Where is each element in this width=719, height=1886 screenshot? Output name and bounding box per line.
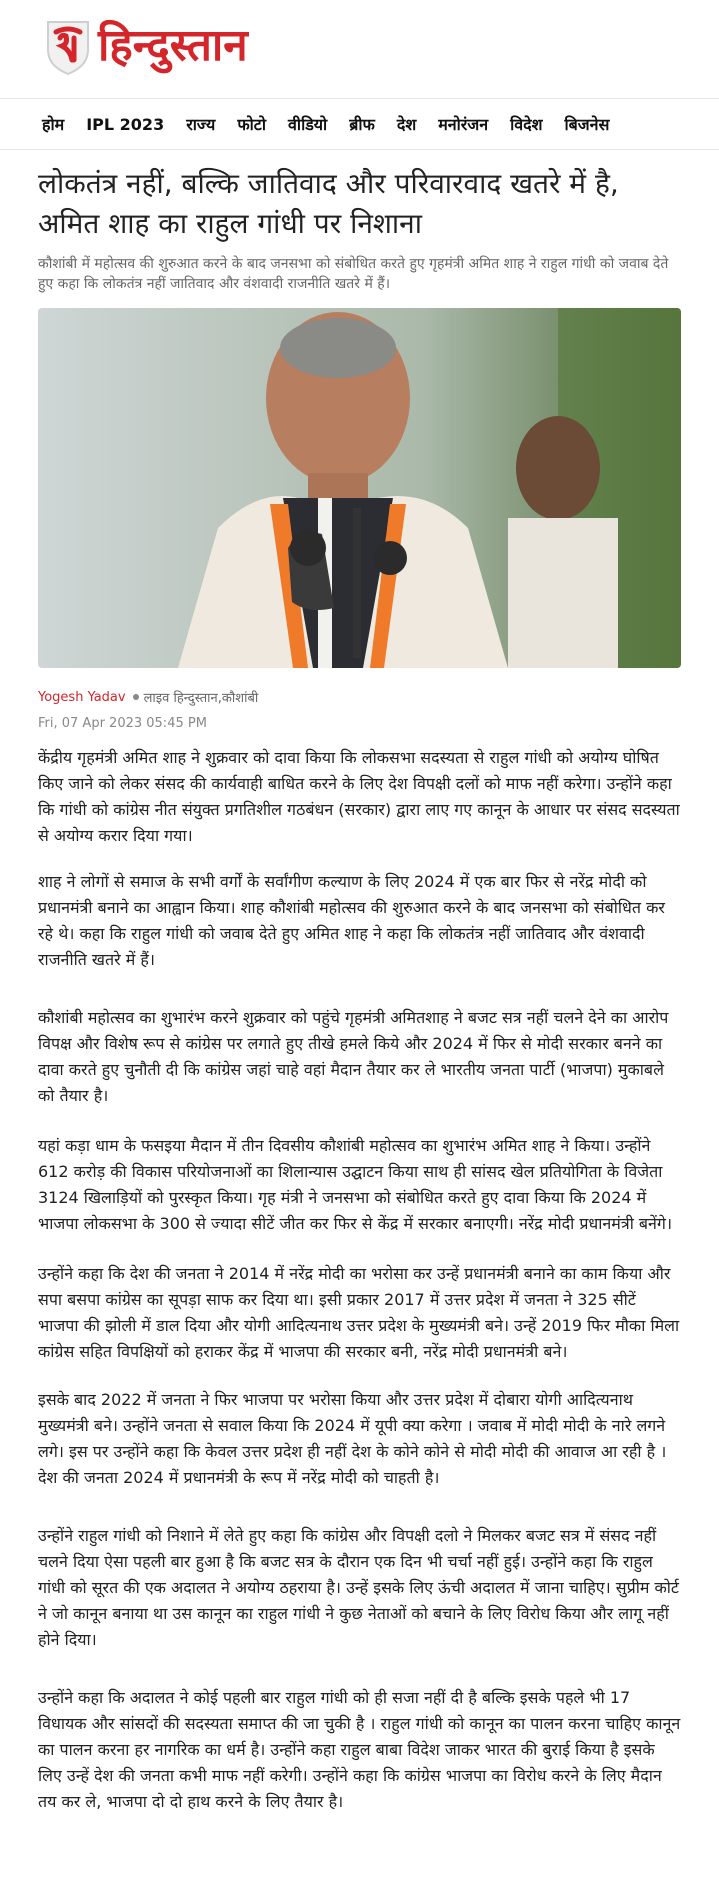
nav-item-photo[interactable]: फोटो — [237, 115, 267, 134]
main-nav — [0, 99, 719, 150]
nav-item-state[interactable]: राज्य — [186, 115, 216, 134]
hindustan-emblem-icon — [44, 16, 92, 76]
article-paragraph: उन्होंने कहा कि देश की जनता ने 2014 में नरेंद्र मोदी का भरोसा कर उन्हें प्रधानमंत्री बनाने का काम किया और सपा बसपा कांग्रेस का सूपड़ा साफ कर दिया था। इसी प्रकार 2017 में उत्तर प्रदेश में जनता ने 325 सीटें भाजपा की झोली में डाल दिया और योगी आदित्यनाथ उत्तर प्रदेश के मुख्यमंत्री बने। उन्हें 2019 फिर मौका मिला कांग्रेस सहित विपक्षियों को हराकर केंद्र में भाजपा की सरकार बनी, नरेंद्र मोदी प्रधानमंत्री बने। — [38, 1264, 680, 1361]
hero-image — [38, 308, 681, 668]
article-paragraph: केंद्रीय गृहमंत्री अमित शाह ने शुक्रवार को दावा किया कि लोकसभा सदस्यता से राहुल गांधी को अयोग्य घोषित किए जाने को लेकर संसद की कार्यवाही बाधित करने के लिए देश विपक्षी दलों को माफ नहीं करेगा। उन्होंने कहा कि गांधी को कांग्रेस नीत संयुक्त प्रगतिशील गठबंधन (सरकार) द्वारा लाए गए कानून के आधार पर संसद सदस्यता से अयोग्य करार दिया गया। — [38, 748, 680, 845]
site-logo[interactable] — [44, 16, 248, 76]
nav-item-ipl-2023[interactable]: IPL 2023 — [86, 114, 165, 134]
article-paragraph: उन्होंने कहा कि अदालत ने कोई पहली बार राहुल गांधी को ही सजा नहीं दी है बल्कि इसके पहले भी 17 विधायक और सांसदों की सदस्यता समाप्त की जा चुकी है । राहुल गांधी को कानून का पालन करना चाहिए कानून का पालन करना हर नागरिक का धर्म है। उन्होंने कहा राहुल बाबा विदेश जाकर भारत की बुराई किया है इसके लिए उन्हें देश की जनता कभी माफ नहीं करेगी। उन्होंने कहा कि कांग्रेस भाजपा का विरोध करने के लिए मैदान तय कर ले, भाजपा दो दो हाथ करने के लिए तैयार है। — [38, 1688, 681, 1811]
article-paragraph: इसके बाद 2022 में जनता ने फिर भाजपा पर भरोसा किया और उत्तर प्रदेश में दोबारा योगी आदित्यनाथ मुख्यमंत्री बने। उन्होंने जनता से सवाल किया कि 2024 में यूपी क्या करेगा । जवाब में मोदी मोदी के नारे लगने लगे। इस पर उन्होंने कहा कि केवल उत्तर प्रदेश ही नहीं देश के कोने कोने से मोदी मोदी की आवाज आ रही है ।देश की जनता 2024 में प्रधानमंत्री के रूप में नरेंद्र मोदी को चाहती है। — [38, 1390, 667, 1487]
article-paragraph: शाह ने लोगों से समाज के सभी वर्गों के सर्वांगीण कल्याण के लिए 2024 में एक बार फिर से नरेंद्र मोदी को प्रधानमंत्री बनाने का आह्वान किया। शाह कौशांबी महोत्सव की शुरुआत करने के बाद जनसभा को संबोधित कर रहे थे। कहा कि राहुल गांधी को जवाब देते हुए अमित शाह ने कहा कि लोकतंत्र नहीं जातिवाद और वंशवादी राजनीति खतरे में हैं। — [38, 872, 665, 969]
article-paragraph: उन्होंने राहुल गांधी को निशाने में लेते हुए कहा कि कांग्रेस और विपक्षी दलो ने मिलकर बजट सत्र में संसद नहीं चलने दिया ऐसा पहली बार हुआ है कि बजट सत्र के दौरान एक दिन भी चर्चा नहीं हुई। उन्होंने कहा कि राहुल गांधी को सूरत की एक अदालत ने अयोग्य ठहराया है। उन्हें इसके लिए ऊंची अदालत में जाना चाहिए। सुप्रीम कोर्ट ने जो कानून बनाया था उस कानून का राहुल गांधी ने कुछ नेताओं को बचाने के लिए विरोध किया और लागू नहीं होने दिया। — [38, 1526, 679, 1649]
article-paragraph: कौशांबी महोत्सव का शुभारंभ करने शुक्रवार को पहुंचे गृहमंत्री अमितशाह ने बजट सत्र नहीं चलने देने का आरोप विपक्ष और विशेष रूप से कांग्रेस पर लगाते हुए तीखे हमले किये और 2024 में फिर से मोदी सरकार बनने का दावा करते हुए चुनौती दी कि कांग्रेस जहां चाहे वहां मैदान तैयार कर ले भारतीय जनता पार्टी (भाजपा) मुकाबले को तैयार है। — [38, 1008, 669, 1105]
nav-item-brief[interactable]: ब्रीफ — [349, 115, 375, 134]
article-title-line-2: अमित शाह का राहुल गांधी पर निशाना — [38, 207, 422, 240]
article-paragraph: यहां कड़ा धाम के फसइया मैदान में तीन दिवसीय कौशांबी महोत्सव का शुभारंभ अमित शाह ने किया। उन्होंने 612 करोड़ की विकास परियोजनाओं का शिलान्यास उद्घाटन किया साथ ही सांसद खेल प्रतियोगिता के विजेता 3124 खिलाड़ियों को पुरस्कृत किया। गृह मंत्री ने जनसभा को संबोधित करते हुए दावा किया कि 2024 में भाजपा लोकसभा के 300 से ज्यादा सीटें जीत कर फिर से केंद्र में सरकार बनाएगी। नरेंद्र मोदी प्रधानमंत्री बनेंगे। — [38, 1136, 673, 1233]
nav-item-business[interactable]: बिजनेस — [564, 115, 610, 134]
site-header — [0, 0, 719, 99]
author-link[interactable]: Yogesh Yadav — [38, 689, 126, 705]
nav-item-country[interactable]: देश — [396, 115, 417, 134]
source-label: लाइव हिन्दुस्तान,कौशांबी — [143, 691, 259, 706]
nav-item-video[interactable]: वीडियो — [288, 115, 328, 134]
article-title-line-1: लोकतंत्र नहीं, बल्कि जातिवाद और परिवारवाद खतरे में है, — [38, 167, 619, 200]
nav-item-world[interactable]: विदेश — [510, 115, 543, 134]
separator-dot-icon — [133, 694, 139, 700]
nav-item-home[interactable]: होम — [42, 115, 65, 134]
article-summary: कौशांबी में महोत्सव की शुरुआत करने के बाद जनसभा को संबोधित करते हुए गृहमंत्री अमित शाह ने राहुल गांधी को जवाब देते हुए कहा कि लोकतंत्र नहीं जातिवाद और वंशवादी राजनीति खतरे में हैं। — [38, 256, 669, 292]
logo-wordmark: हिन्दुस्तान — [98, 20, 248, 71]
article-main — [0, 164, 719, 1815]
byline — [38, 688, 681, 706]
article-title — [38, 164, 681, 244]
nav-item-entertainment[interactable]: मनोरंजन — [438, 115, 489, 134]
publish-date: Fri, 07 Apr 2023 05:45 PM — [38, 716, 207, 731]
